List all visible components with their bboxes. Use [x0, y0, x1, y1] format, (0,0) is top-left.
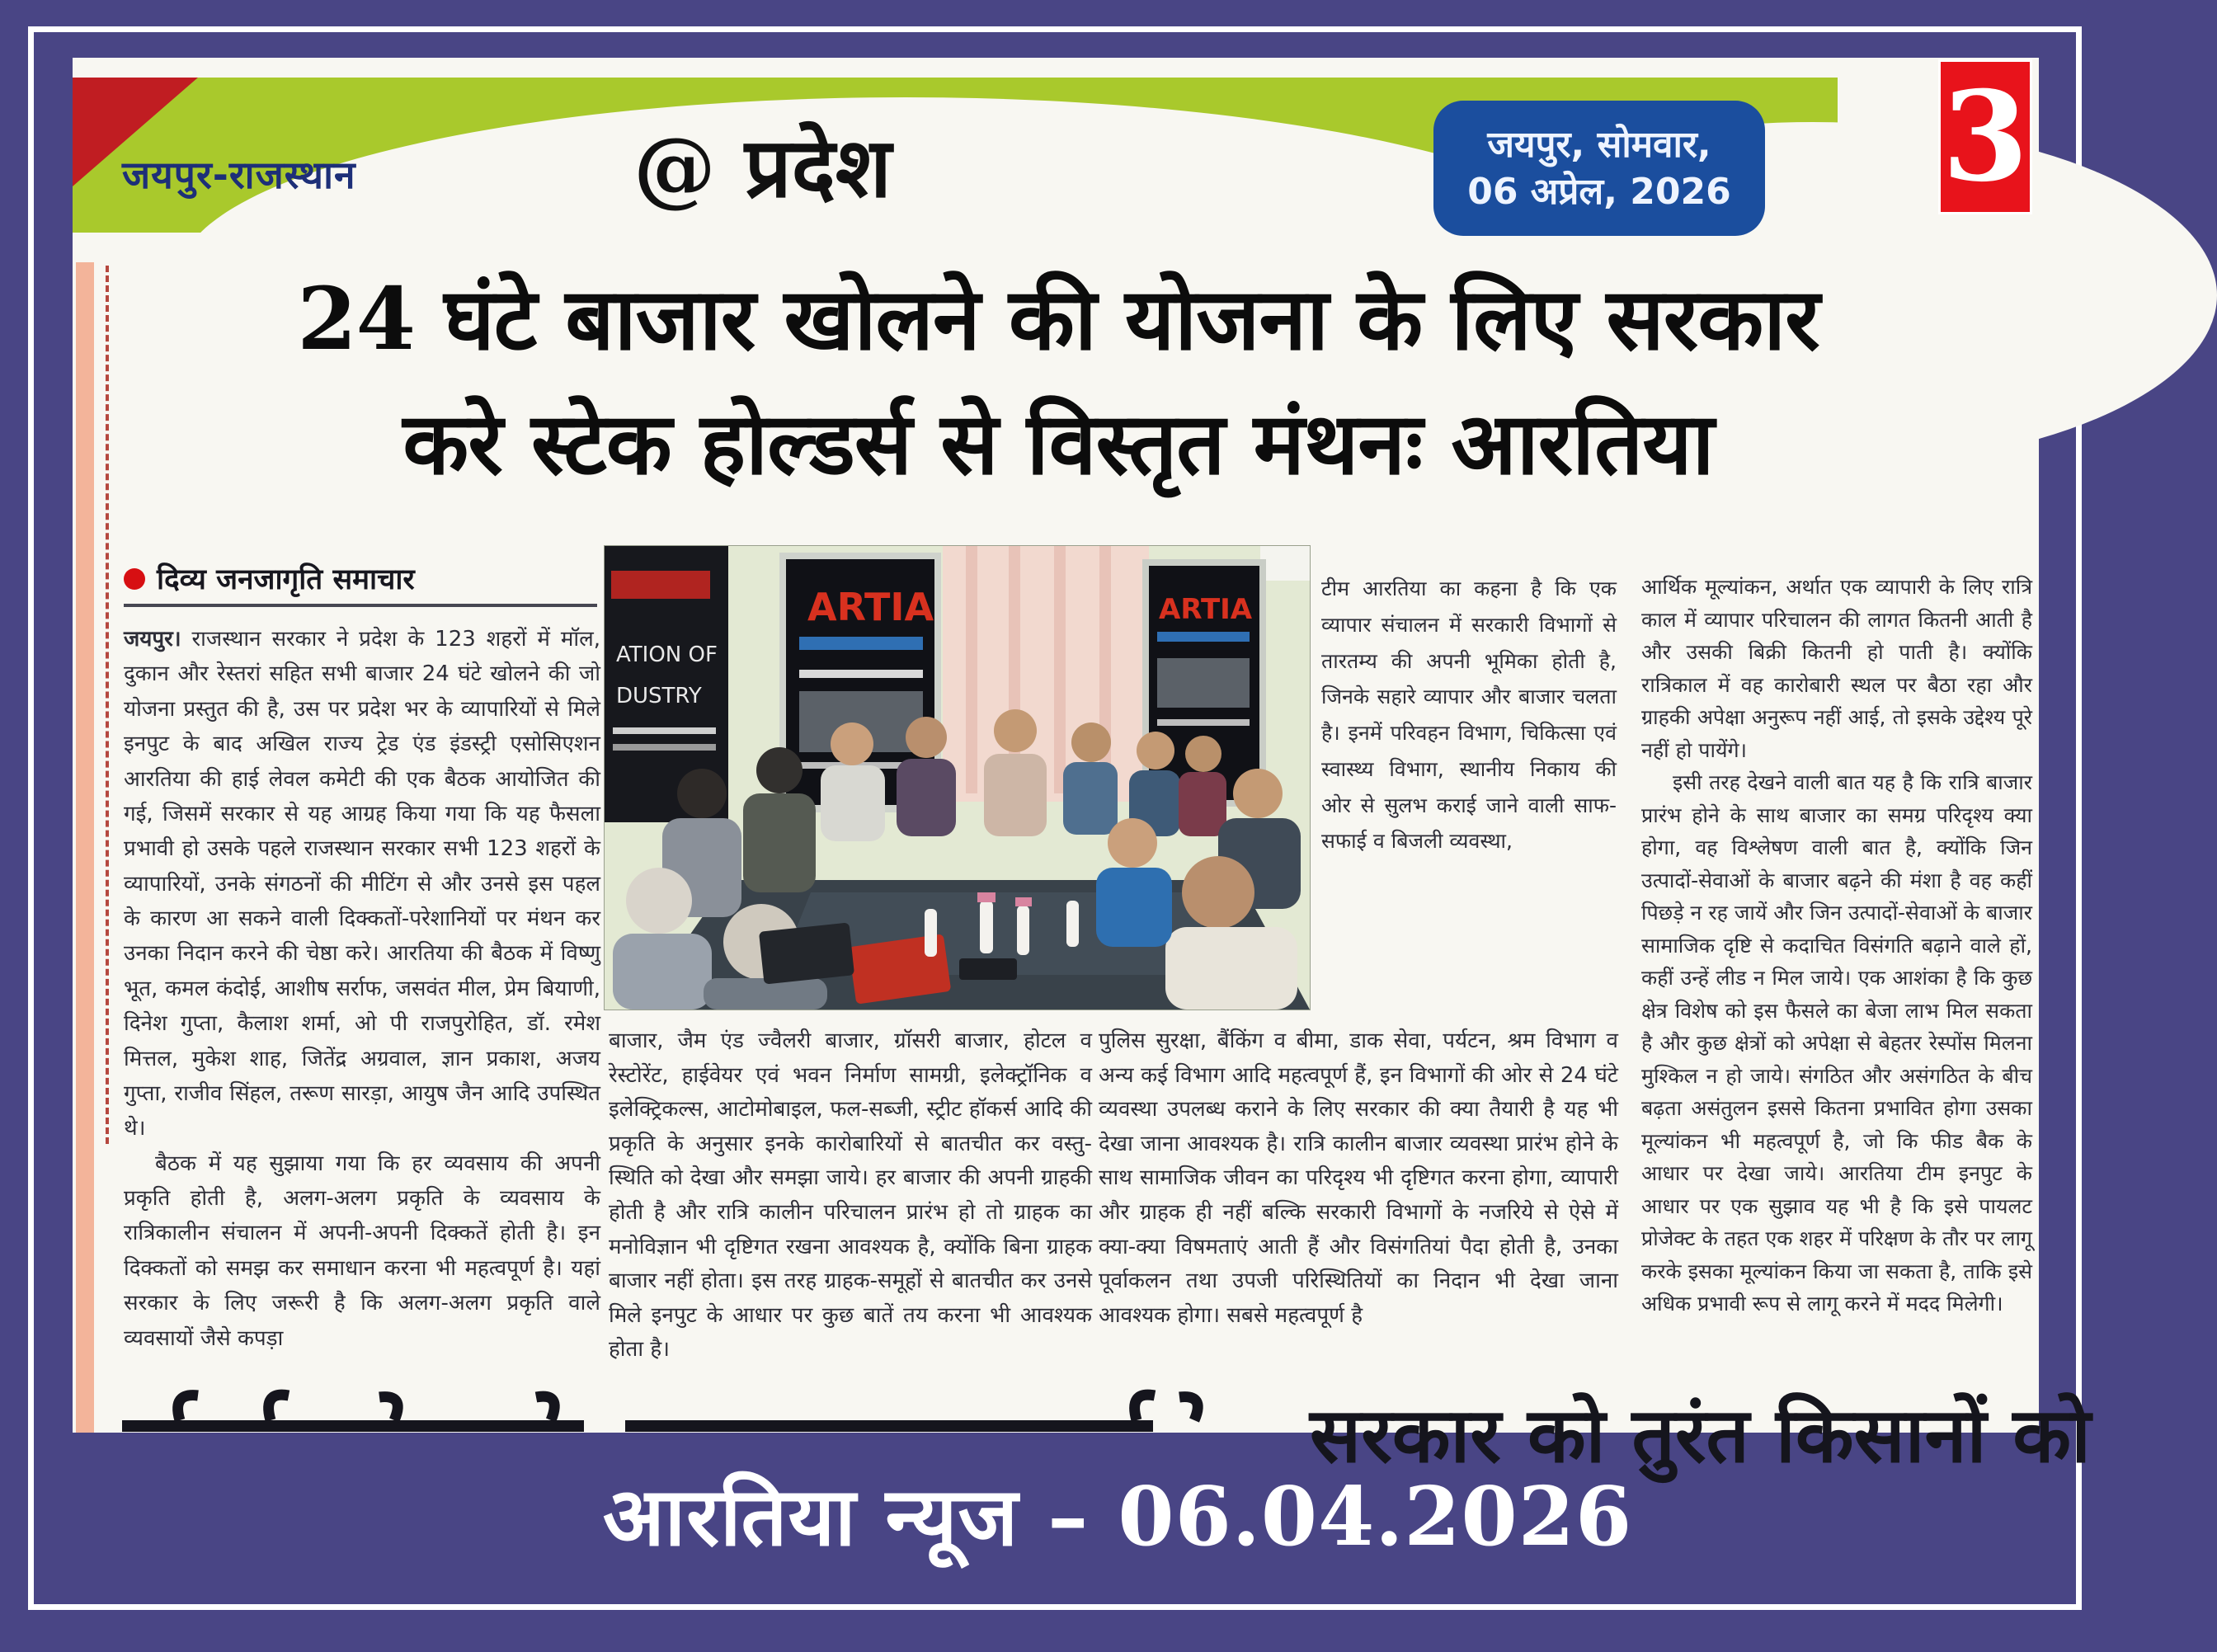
column4-paragraph-1: आर्थिक मूल्यांकन, अर्थात एक व्यापारी के लिए रात्रि काल में व्यापार परिचालन की लागत कितनी आती है और उसकी बिक्री कितनी हो पाती है। क्योंकि रात्रिकाल में वह कारोबारी स्थल पर बैठा रहा और ग्राहकी अपेक्षा अनुरूप नहीं आई, तो इसके उद्देश्य पूरे नहीं हो पायेंगे। [1641, 575, 2032, 762]
svg-text:ARTIA: ARTIA [807, 585, 934, 629]
byline [124, 559, 598, 598]
column1-paragraph-2: बैठक में यह सुझाया गया कि हर व्यवसाय की अपनी प्रकृति होती है, अलग-अलग प्रकृति के व्यवसाय के रात्रिकालीन संचालन में अपनी-अपनी दिक्कतें होती है। इन दिक्कतों को समझ कर समाधान करना भी महत्वपूर्ण है। यहां सरकार के लिए जरूरी है कि अलग-अलग प्रकृति वाले व्यवसायों जैसे कपड़ा [124, 1151, 600, 1351]
article-headline [114, 257, 2003, 506]
dashed-column-rule [106, 266, 109, 1144]
column3-bottom-text: पुलिस सुरक्षा, बैंकिंग व बीमा, डाक सेवा, पर्यटन, श्रम विभाग व अन्य कई विभाग आदि महत्वपूर्ण हैं, इन विभागों की ओर से 24 घंटे व्यवस्था उपलब्ध कराने के लिए सरकार की क्या तैयारी है यह भी देखा जाना आवश्यक है। रात्रि कालीन बाजार व्यवस्था प्रारंभ होने के साथ सामाजिक जीवन का परिदृश्य भी दृष्टिगत करना होगा, व्यापारी और ग्राहक ही नहीं बल्कि सरकारी विभागों के नजरिये से ऐसे में क्या-क्या विषमताएं आती हैं और विसंगतियां पैदा होती है, उनका पूर्वाकलन तथा उपजी परिस्थितियों का निदान भी देखा जाना आवश्यक होगा। सबसे महत्वपूर्ण है [1099, 1028, 1618, 1328]
ac-unit [1260, 546, 1310, 581]
left-margin-strip [76, 262, 94, 1433]
byline-rule [124, 604, 597, 607]
date-box [1433, 101, 1765, 236]
column4-paragraph-2: इसी तरह देखने वाली बात यह है कि रात्रि बाजार प्रारंभ होने के साथ बाजार का समग्र परिदृश्य क्या होगा, वह विश्लेषण वाली बात है, क्योंकि जिन उत्पादों-सेवाओं के बाजार बढ़ने की मंशा है वह कहीं पिछड़े न रह जायें और जिन उत्पादों-सेवाओं के बाजार सामाजिक दृष्टि से कदाचित विसंगति बढ़ाने वाले हों, कहीं उन्हें लीड न मिल जाये। एक आशंका है कि कुछ क्षेत्र विशेष को इस फैसले का बेजा लाभ मिल सकता है और कुछ क्षेत्रों को अपेक्षा से बेहतर रेस्पोंस मिलना मुश्किल न हो जाये। संगठित और असंगठित के बीच बढ़ता असंतुलन इससे कितना प्रभावित होगा उसका मूल्यांकन भी महत्वपूर्ण है, जो कि फीड बैक के आधार पर देखा जाये। आरतिया टीम इनपुट के आधार पर एक सुझाव यह भी है कि इसे पायलट प्रोजेक्ट के तहत एक शहर में परिक्षण के तौर पर लागू करके इसका मूल्यांकन किया जा सकता है, ताकि इसे अधिक प्रभावी रूप से लागू करने में मदद मिलेगी। [1641, 770, 2032, 1315]
date-line1: जयपुर, सोमवार, [1487, 123, 1711, 166]
column1-paragraph-1: राजस्थान सरकार ने प्रदेश के 123 शहरों में मॉल, दुकान और रेस्तरां सहित सभी बाजार 24 घंटे खोलने की जो योजना प्रस्तुत की है, उस पर प्रदेश भर के व्यापारियों से मिले इनपुट के बाद अखिल राज्य ट्रेड एंड इंडस्ट्री एसोसिएशन आरतिया की हाई लेवल कमेटी की एक बैठक आयोजित की गई, जिसमें सरकार से यह आग्रह किया गया कि यह फैसला प्रभावी हो उसके पहले राजस्थान सरकार सभी 123 शहरों के व्यापारियों, उनके संगठनों की मीटिंग से और उनसे इस पहल के कारण आ सकने वाली दिक्कतों-परेशानियों पर मंथन कर उनका निदान करने की चेष्ठा करे। आरतिया की बैठक में विष्णु भूत, कमल कंदोई, आशीष सर्राफ, जसवंत मील, प्रेम बियाणी, दिनेश गुप्ता, कैलाश शर्मा, ओ पी राजपुरोहित, डॉ. रमेश मित्तल, मुकेश शाह, जितेंद्र अग्रवाल, ज्ञान प्रकाश, अजय गुप्ता, राजीव सिंहल, तरूण सारड़ा, आयुष जैन आदि उपस्थित थे। [124, 627, 601, 1141]
headline-line-1: 24 घंटे बाजार खोलने की योजना के लिए सरकार [297, 268, 1819, 369]
article-column-2 [609, 1024, 1092, 1397]
article-column-4 [1641, 571, 2032, 1397]
date-line2: 06 अप्रेल, 2026 [1467, 171, 1731, 213]
meeting-photo [605, 546, 1310, 1010]
water-bottle [980, 901, 993, 953]
column2-text: बाजार, जैम एंड ज्वैलरी बाजार, ग्रॉसरी बाजार, होटल व रेस्टोरेंट, हाईवेयर एवं भवन निर्माण सामग्री, इलेक्ट्रॉनिक व इलेक्ट्रिकल्स, आटोमोबाइल, फल-सब्जी, स्ट्रीट हॉकर्स आदि की प्रकृति के अनुसार इनके कारोबारियों से बातचीत कर वस्तु-स्थिति को देखा और समझा जाये। हर बाजार की अपनी ग्राहकी होती है और रात्रि कालीन परिचालन प्रारंभ हो तो ग्राहक का मनोविज्ञान भी दृष्टिगत रखना आवश्यक है, क्योंकि बिना ग्राहक बाजार नहीं होता। इस तरह ग्राहक-समूहों से बातचीत कर उनसे मिले इनपुट के आधार पर कुछ बातें तय करना भी आवश्यक होता है। [609, 1028, 1092, 1363]
region-label: जयपुर-राजस्थान [122, 153, 356, 197]
svg-text:DUSTRY: DUSTRY [616, 684, 702, 708]
byline-bullet-icon [124, 568, 145, 590]
section-title: @ प्रदेश [633, 119, 892, 216]
cutoff-headline-fragment-right: सरकार को तुरंत किसानों को [1310, 1391, 2091, 1480]
headline-line-2: करे स्टेक होल्डर्स से विस्तृत मंथनः आरतिया [402, 392, 1714, 494]
article-column-1 [124, 622, 600, 1394]
svg-text:ARTIA: ARTIA [1159, 593, 1253, 626]
cutoff-headline-fragment-left [122, 1391, 1211, 1432]
svg-text:ATION OF: ATION OF [616, 642, 718, 667]
dateline: जयपुर। [124, 627, 181, 652]
folder [959, 958, 1017, 980]
page-number-box [1938, 59, 2032, 214]
column3-top-text: टीम आरतिया का कहना है कि एक व्यापार संचालन में सरकारी विभागों से तारतम्य की अपनी भूमिका होती है, जिनके सहारे व्यापार और बाजार चलता है। इनमें परिवहन विभाग, चिकित्सा एवं स्वास्थ्य विभाग, स्थानीय निकाय की ओर से सुलभ कराई जाने वाली साफ-सफाई व बिजली व्यवस्था, [1321, 577, 1617, 854]
newspaper-page [73, 58, 2091, 1480]
caption-banner: आरतिया न्यूज – 06.04.2026 [602, 1470, 1633, 1565]
byline-text: दिव्य जनजागृति समाचार [157, 563, 415, 596]
article-column-3-top [1321, 571, 1617, 1016]
article-column-3-bottom [1099, 1024, 1618, 1397]
laptop [759, 922, 854, 984]
page-number: 3 [1942, 64, 2029, 209]
